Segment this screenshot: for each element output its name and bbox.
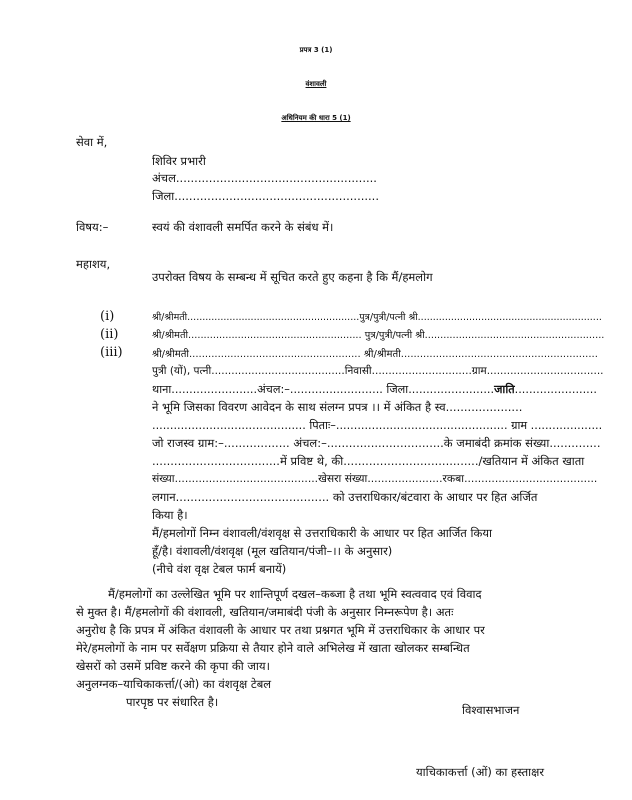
item-iii-line-3: [152, 382, 597, 397]
item-number-i: (i): [100, 309, 115, 324]
closing-text: विश्वासभाजन: [462, 703, 520, 717]
item-iii-line-7: ...................................में प्रविष्ट थे, की...................................../खतियान में अंकित खाता: [152, 454, 585, 468]
signature-label: याचिकाकर्त्ता (ओं) का हस्ताक्षर: [416, 765, 545, 779]
body-paragraph-line-1: मैं/हमलोगों का उल्लेखित भूमि पर शान्तिपूर्ण दखल–कब्जा है तथा भूमि स्वत्ववाद एवं विवाद: [108, 587, 482, 601]
item-number-ii: (ii): [100, 327, 119, 342]
item-iii-line-5: ........................................... पिताः–................................................ ग्राम ....................: [152, 419, 603, 432]
jati-label: जाति: [494, 383, 515, 396]
address-jila: जिला........................................................: [152, 189, 379, 203]
thana-anchal-jila-text: थाना........................अंचल:–.......................... जिला........................: [152, 383, 495, 396]
item-iii-line-13: (नीचे वंश वृक्ष टेबल फार्म बनायें): [152, 562, 287, 576]
item-ii-text: श्री/श्रीमती........................................................ पुत्र/पुत्री/पत्नी श्री..........................................................: [152, 330, 605, 341]
address-anchal: अंचल.......................................................: [152, 171, 377, 185]
body-paragraph-line-3: अनुरोध है कि प्रपत्र में अंकित वंशावली के आधार पर तथा प्रश्नगत भूमि में उत्तराधिकार के आधार पर: [76, 623, 485, 637]
document-title: वंशावली: [305, 80, 327, 88]
document-subtitle: अधिनियम की धारा 5 (1): [281, 114, 351, 122]
subject-text: स्वयं की वंशावली समर्पित करने के संबंध में।: [152, 220, 334, 234]
item-iii-line-6: जो राजस्व ग्राम:–.................. अंचल:–................................के जमाबंदी क्रमांक संख्या..............: [152, 436, 601, 450]
item-iii-line-11: मैं/हमलोगों निम्न वंशावली/वंशवृक्ष से उत्तराधिकारी के आधार पर हित आर्जित किया: [152, 526, 492, 540]
item-iii-line-8: संख्या..........................................खेसरा संख्या......................रकबा.......................................: [152, 472, 598, 485]
subject-label: विषय:–: [76, 220, 109, 234]
item-iii-line-12: हूँ/है। वंशावली/वंशवृक्ष (मूल खतियान/पंजी–।। के अनुसार): [152, 544, 393, 558]
enclosure-line-1: अनुलग्नक–याचिकाकर्त्ता/(ओ) का वंशवृक्ष टेबल: [76, 677, 272, 691]
jati-blank: .......................: [514, 383, 597, 396]
item-iii-line-10: किया है।: [152, 508, 188, 522]
item-iii-line-1: श्री/श्रीमती...................................................... श्री/श्रीमती..............................................................: [152, 349, 598, 360]
item-iii-line-9: लगान.......................................... को उत्तराधिकार/बंटवारा के आधार पर हित अर्जित: [152, 490, 538, 504]
salutation: महाशय,: [76, 257, 111, 271]
address-officer: शिविर प्रभारी: [152, 154, 206, 168]
item-iii-line-4: ने भूमि जिसका विवरण आवेदन के साथ संलग्न प्रपत्र ।। में अंकित है स्व.....................: [152, 400, 523, 414]
body-paragraph-line-4: मेरे/हमलोगों के नाम पर सर्वेक्षण प्रक्रिया से तैयार होने वाले अभिलेख में खाता खोलकर सम्बन्धित: [76, 641, 470, 655]
item-iii-line-2: पुत्री (यों), पत्नी........................................निवासी..............................ग्राम...................................: [152, 365, 604, 377]
intro-text: उपरोक्त विषय के सम्बन्ध में सूचित करते हुए कहना है कि मैं/हमलोग: [152, 270, 433, 284]
body-paragraph-line-2: से मुक्त है। मैं/हमलोगों की वंशावली, खतियान/जमाबंदी पंजी के अनुसार निम्नरूपेण है। अतः: [76, 605, 454, 619]
body-paragraph-line-5: खेसरों को उसमें प्रविष्ट करने की कृपा की जाय।: [76, 659, 270, 673]
enclosure-line-2: पारपृष्ठ पर संधारित है।: [126, 695, 219, 709]
item-i-text: श्री/श्रीमती.........................................................पुत्र/पुत्री/पत्नी श्री.............................................................: [152, 312, 602, 323]
item-number-iii: (iii): [100, 345, 123, 360]
address-to: सेवा में,: [76, 135, 108, 149]
form-number: प्रपत्र 3 (1): [299, 46, 333, 54]
